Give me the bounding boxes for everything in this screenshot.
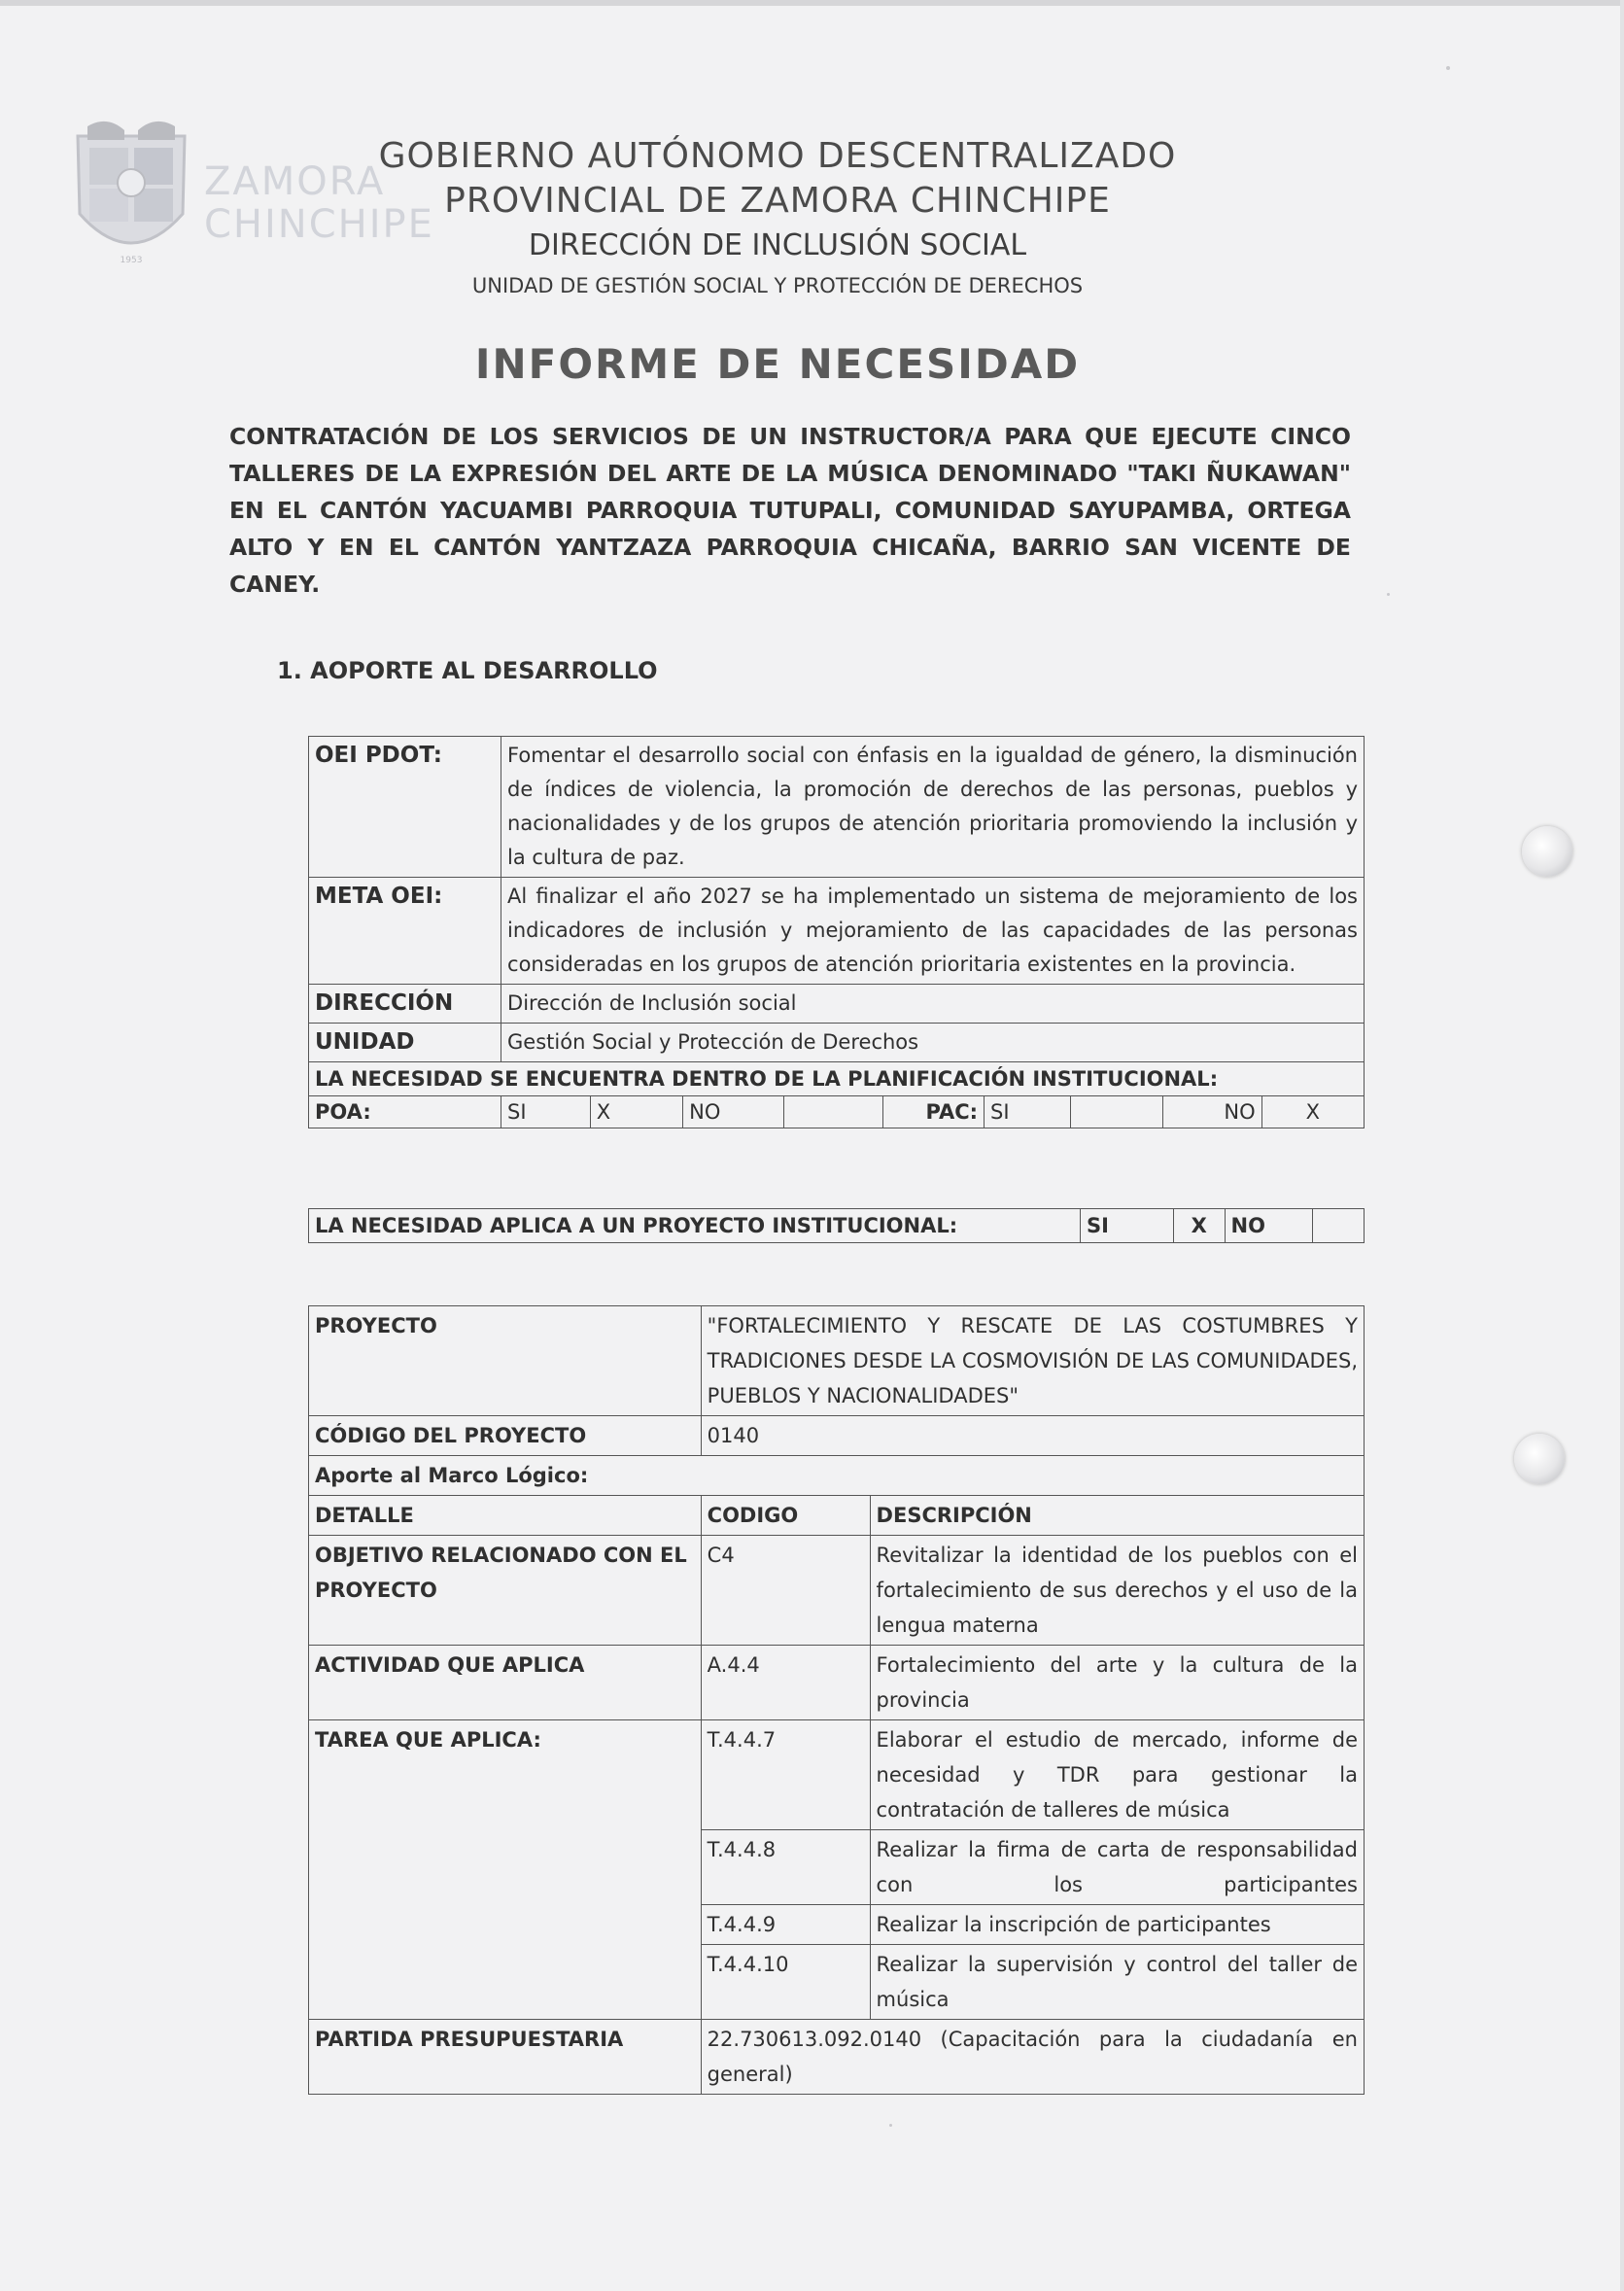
svg-text:1953: 1953 [120, 256, 143, 265]
unidad-row [309, 1024, 1365, 1062]
proyecto-text: "FORTALECIMIENTO Y RESCATE DE LAS COSTUMBRES Y TRADICIONES DESDE LA COSMOVISIÓN DE LAS COMUNIDADES, PUEBLOS Y NACIONALIDADES" [701, 1306, 1364, 1416]
actividad-label: ACTIVIDAD QUE APLICA [309, 1646, 702, 1720]
poa-no: NO [683, 1096, 784, 1128]
tarea-row [309, 1720, 1365, 1830]
tarea-desc: Realizar la supervisión y control del taller de música [870, 1945, 1364, 2020]
actividad-row [309, 1646, 1365, 1720]
necesidad-heading: LA NECESIDAD SE ENCUENTRA DENTRO DE LA PLANIFICACIÓN INSTITUCIONAL: [309, 1062, 1365, 1096]
oei-row [309, 737, 1365, 878]
necesidad-row [309, 1062, 1365, 1096]
partida-row [309, 2020, 1365, 2095]
codigo-value: 0140 [701, 1416, 1364, 1456]
punch-hole [1514, 1434, 1565, 1484]
poa-si: SI [501, 1096, 591, 1128]
oei-label: OEI PDOT: [309, 737, 501, 878]
direccion-label: DIRECCIÓN [309, 985, 501, 1024]
direccion-row [309, 985, 1365, 1024]
document-title: INFORME DE NECESIDAD [474, 340, 1081, 388]
tarea-desc: Realizar la firma de carta de responsabilidad con los participantes [870, 1830, 1364, 1905]
col-detalle: DETALLE [309, 1496, 702, 1536]
col-codigo: CODIGO [701, 1496, 870, 1536]
meta-row [309, 878, 1365, 985]
partida-value: 22.730613.092.0140 (Capacitación para la ciudadanía en general) [701, 2020, 1364, 2095]
scan-speck [1446, 66, 1450, 70]
poa-si-mark: X [590, 1096, 682, 1128]
partida-label: PARTIDA PRESUPUESTARIA [309, 2020, 702, 2095]
tarea-desc: Elaborar el estudio de mercado, informe de necesidad y TDR para gestionar la contratación de talleres de música [870, 1720, 1364, 1830]
actividad-desc: Fortalecimiento del arte y la cultura de la provincia [870, 1646, 1364, 1720]
tarea-label: TAREA QUE APLICA: [309, 1720, 702, 2020]
project-applies-row [309, 1209, 1365, 1243]
page-right-edge [1620, 0, 1624, 2291]
tarea-code: T.4.4.7 [701, 1720, 870, 1830]
tarea-code: T.4.4.10 [701, 1945, 870, 2020]
col-descripcion: DESCRIPCIÓN [870, 1496, 1364, 1536]
project-applies-si-mark: X [1174, 1209, 1226, 1243]
poa-pac-row [309, 1096, 1365, 1128]
punch-hole [1522, 826, 1572, 877]
oei-text: Fomentar el desarrollo social con énfasis en la igualdad de género, la disminución de índices de violencia, la promoción de derechos de las personas, pueblos y nacionalidades y de los grupos de atención prioritaria promoviendo la inclusión y la cultura de paz. [501, 737, 1365, 878]
actividad-code: A.4.4 [701, 1646, 870, 1720]
provincial-seal-logo [68, 117, 194, 277]
header-province: PROVINCIAL DE ZAMORA CHINCHIPE [444, 181, 1111, 221]
project-applies-no: NO [1225, 1209, 1313, 1243]
project-table [308, 1305, 1365, 2095]
aporte-label: Aporte al Marco Lógico: [309, 1456, 1365, 1496]
unidad-label: UNIDAD [309, 1024, 501, 1062]
tarea-code: T.4.4.8 [701, 1830, 870, 1905]
header-government: GOBIERNO AUTÓNOMO DESCENTRALIZADO [378, 136, 1177, 176]
direccion-text: Dirección de Inclusión social [501, 985, 1365, 1024]
section-heading: 1. AOPORTE AL DESARROLLO [277, 657, 658, 684]
intro-paragraph: CONTRATACIÓN DE LOS SERVICIOS DE UN INSTRUCTOR/A PARA QUE EJECUTE CINCO TALLERES DE LA EXPRESIÓN DEL ARTE DE LA MÚSICA DENOMINADO "TAKI ÑUKAWAN" EN EL CANTÓN YACUAMBI PARROQUIA TUTUPALI, COMUNIDAD SAYUPAMBA, ORTEGA ALTO Y EN EL CANTÓN YANTZAZA PARROQUIA CHICAÑA, BARRIO SAN VICENTE DE CANEY. [229, 423, 1351, 598]
objetivo-row [309, 1536, 1365, 1646]
scan-speck [1387, 593, 1390, 596]
proyecto-label: PROYECTO [309, 1306, 702, 1416]
planning-table [308, 736, 1365, 1128]
header-unit: UNIDAD DE GESTIÓN SOCIAL Y PROTECCIÓN DE DERECHOS [471, 274, 1084, 297]
poa-label: POA: [309, 1096, 501, 1128]
page-top-edge [0, 0, 1624, 6]
aporte-row [309, 1456, 1365, 1496]
objetivo-desc: Revitalizar la identidad de los pueblos con el fortalecimiento de sus derechos y el uso de la lengua materna [870, 1536, 1364, 1646]
tarea-code: T.4.4.9 [701, 1905, 870, 1945]
scan-speck [889, 2124, 892, 2127]
project-applies-table [308, 1208, 1365, 1243]
pac-si-mark [1070, 1096, 1162, 1128]
header-direction: DIRECCIÓN DE INCLUSIÓN SOCIAL [528, 228, 1027, 262]
proyecto-row [309, 1306, 1365, 1416]
unidad-text: Gestión Social y Protección de Derechos [501, 1024, 1365, 1062]
pac-no-mark: X [1261, 1096, 1364, 1128]
poa-no-mark [783, 1096, 882, 1128]
pac-label: PAC: [882, 1096, 984, 1128]
logo-watermark-text: ZAMORA CHINCHIPE [204, 159, 434, 247]
meta-text: Al finalizar el año 2027 se ha implementado un sistema de mejoramiento de los indicadores de inclusión y mejoramiento de las capacidades de las personas consideradas en los grupos de atención prioritaria existentes en la provincia. [501, 878, 1365, 985]
objetivo-code: C4 [701, 1536, 870, 1646]
pac-si: SI [985, 1096, 1071, 1128]
meta-label: META OEI: [309, 878, 501, 985]
objetivo-label: OBJETIVO RELACIONADO CON EL PROYECTO [309, 1536, 702, 1646]
column-header-row [309, 1496, 1365, 1536]
codigo-row [309, 1416, 1365, 1456]
tarea-desc: Realizar la inscripción de participantes [870, 1905, 1364, 1945]
pac-no: NO [1162, 1096, 1261, 1128]
codigo-label: CÓDIGO DEL PROYECTO [309, 1416, 702, 1456]
project-applies-no-mark [1313, 1209, 1365, 1243]
project-applies-label: LA NECESIDAD APLICA A UN PROYECTO INSTITUCIONAL: [309, 1209, 1081, 1243]
project-applies-si: SI [1081, 1209, 1174, 1243]
